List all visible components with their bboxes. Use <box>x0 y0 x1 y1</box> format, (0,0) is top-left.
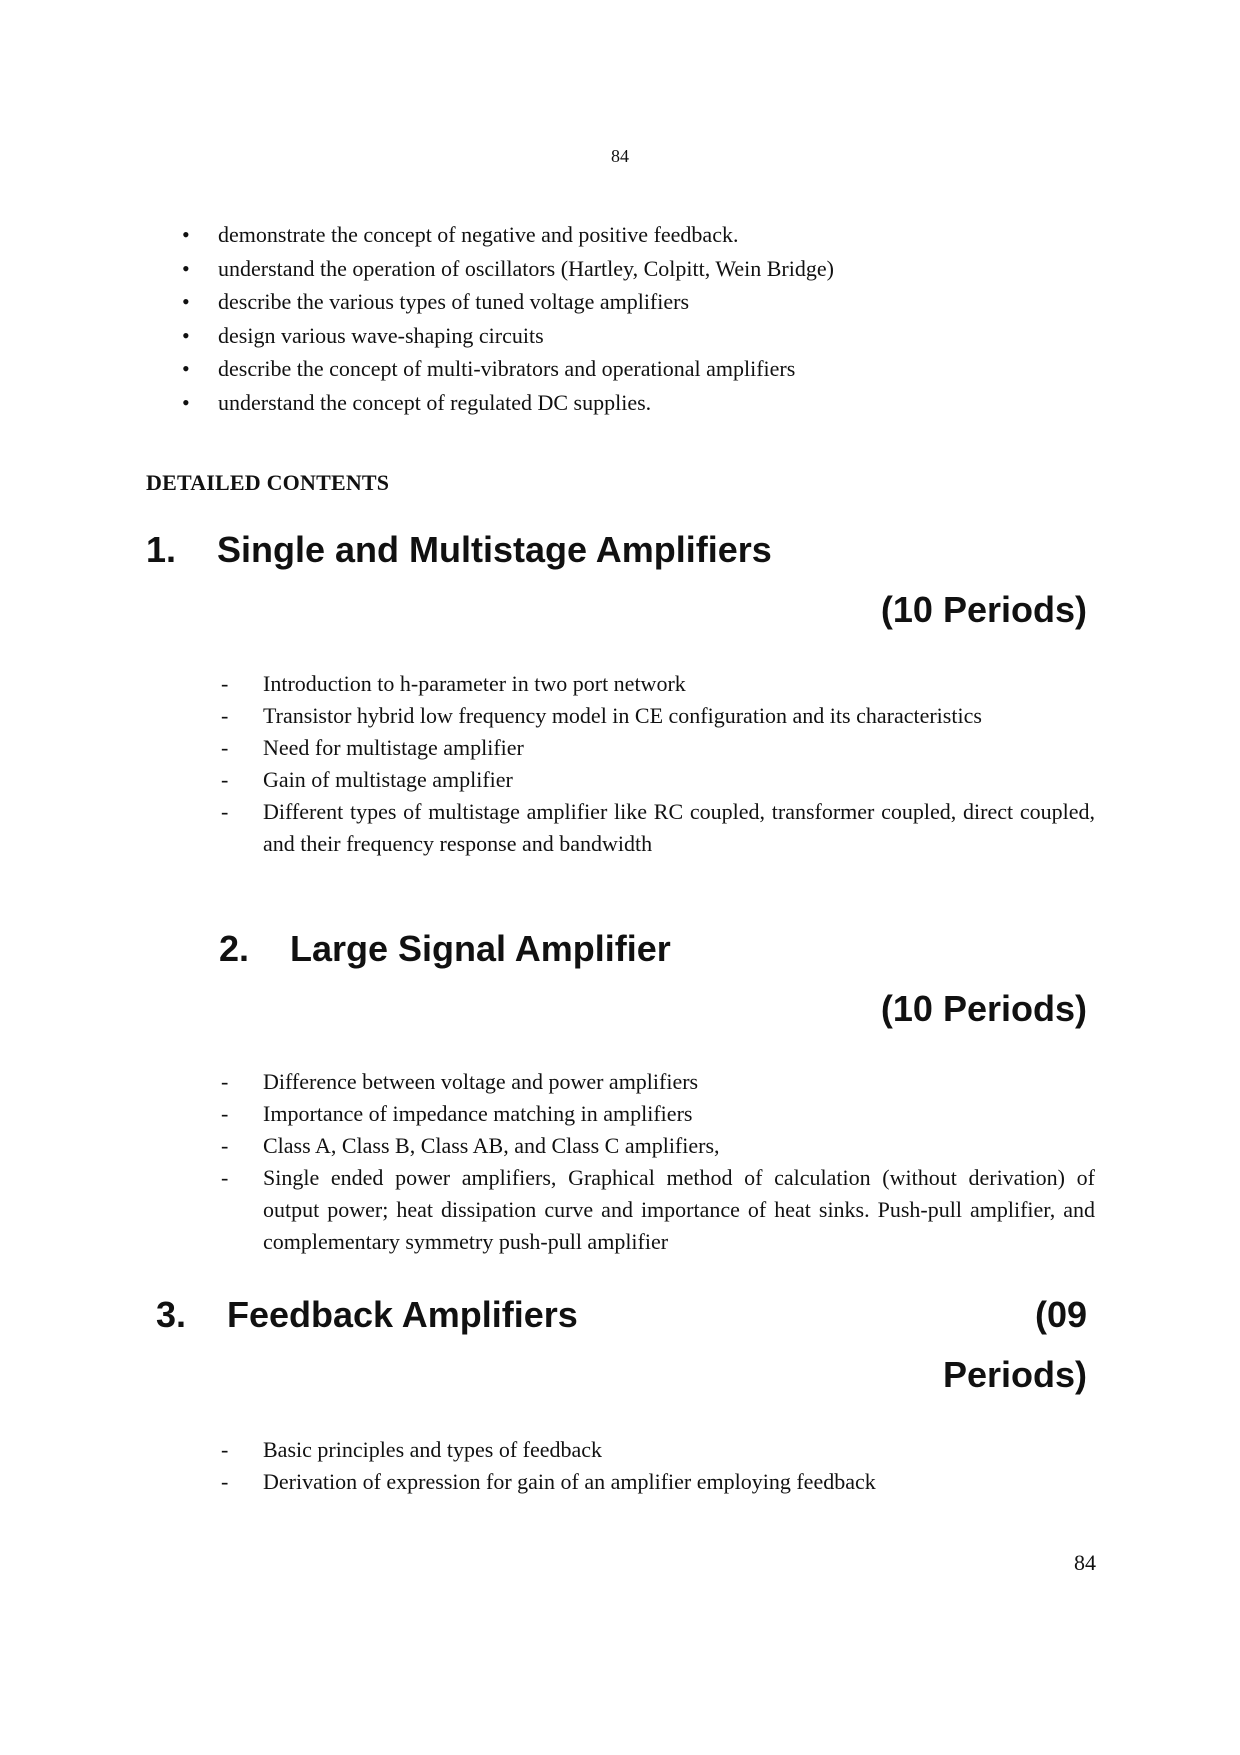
section-2-topics <box>219 1066 1095 1258</box>
topic-item: - Importance of impedance matching in amplifiers <box>219 1098 1095 1130</box>
section-title: Single and Multistage Amplifiers <box>217 529 772 570</box>
section-3-periods-line1: (09 <box>1034 1294 1087 1335</box>
objective-item: • understand the concept of regulated DC supplies. <box>182 386 834 420</box>
topic-item: - Difference between voltage and power amplifiers <box>219 1066 1095 1098</box>
topic-item: - Gain of multistage amplifier <box>219 764 1095 796</box>
section-1-topics <box>219 668 1095 860</box>
topic-item: - Derivation of expression for gain of an amplifier employing feedback <box>219 1466 1095 1498</box>
section-title: Feedback Amplifiers <box>227 1294 578 1335</box>
section-3-topics <box>219 1434 1095 1498</box>
topic-item: - Single ended power amplifiers, Graphical method of calculation (without derivation) of output power; heat dissipation curve and importance of heat sinks. Push-pull amplifier, and complementary symmetry push-pull amplifier <box>219 1162 1095 1258</box>
objective-item: • demonstrate the concept of negative and positive feedback. <box>182 218 834 252</box>
section-number: 3. <box>156 1294 187 1335</box>
detailed-contents-heading: DETAILED CONTENTS <box>146 470 390 495</box>
section-2-periods: (10 Periods) <box>880 988 1087 1029</box>
objective-item: • design various wave-shaping circuits <box>182 319 834 353</box>
section-title: Large Signal Amplifier <box>290 928 671 969</box>
section-3-periods-line2: Periods) <box>942 1354 1087 1395</box>
topic-item: - Basic principles and types of feedback <box>219 1434 1095 1466</box>
objective-item: • describe the concept of multi-vibrators and operational amplifiers <box>182 352 834 386</box>
topic-item: - Introduction to h-parameter in two port network <box>219 668 1095 700</box>
topic-item: - Need for multistage amplifier <box>219 732 1095 764</box>
section-number: 1. <box>146 529 177 570</box>
topic-item: - Transistor hybrid low frequency model in CE configuration and its characteristics <box>219 700 1095 732</box>
section-number: 2. <box>219 928 250 969</box>
section-1-periods: (10 Periods) <box>880 589 1087 630</box>
objectives-list <box>182 218 834 420</box>
topic-item: - Class A, Class B, Class AB, and Class C amplifiers, <box>219 1130 1095 1162</box>
objective-item: • understand the operation of oscillators (Hartley, Colpitt, Wein Bridge) <box>182 252 834 286</box>
page-number-bottom: 84 <box>1074 1550 1096 1575</box>
objective-item: • describe the various types of tuned voltage amplifiers <box>182 285 834 319</box>
page-number-top: 84 <box>611 146 629 166</box>
topic-item: - Different types of multistage amplifier like RC coupled, transformer coupled, direct coupled, and their frequency response and bandwidth <box>219 796 1095 860</box>
